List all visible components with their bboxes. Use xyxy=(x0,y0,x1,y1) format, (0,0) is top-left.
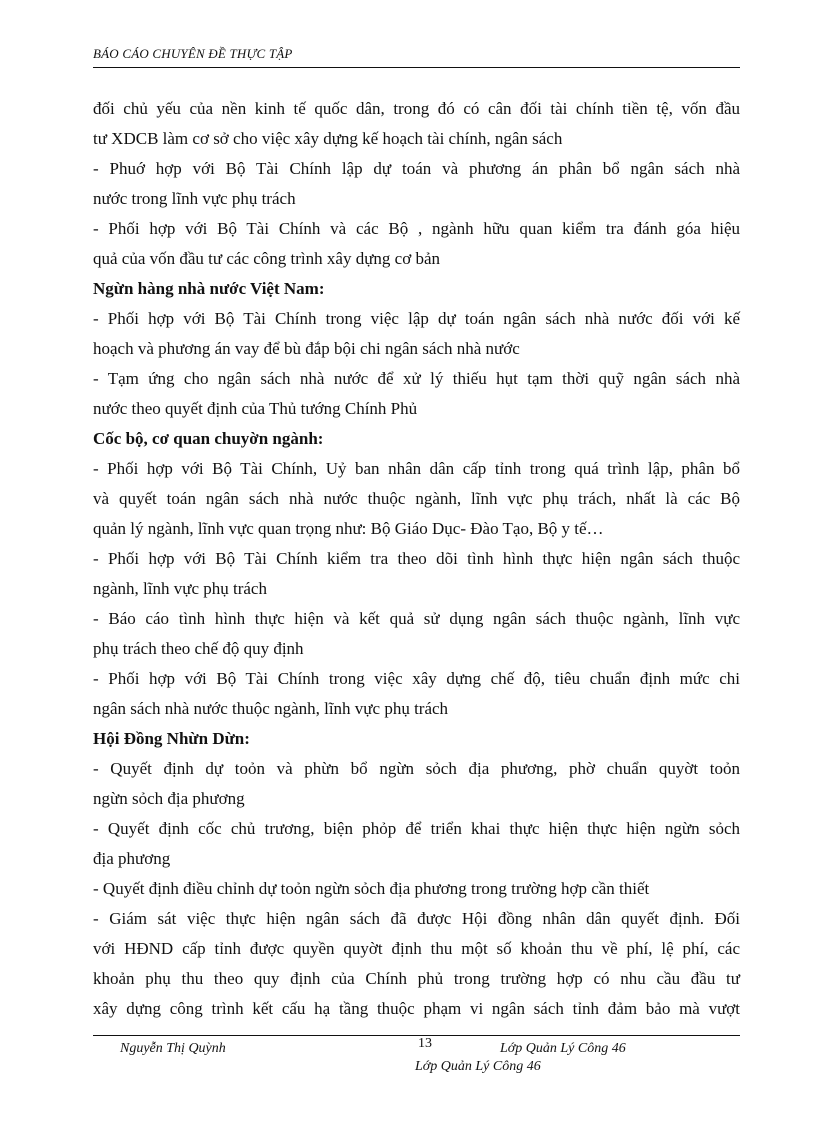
text-line: - Phối hợp với Bộ Tài Chính kiểm tra theo dõi tình hình thực hiện ngân sách thuộc xyxy=(93,549,740,568)
header-rule xyxy=(93,67,740,68)
text-line: - Tạm ứng cho ngân sách nhà nước để xử lý thiếu hụt tạm thời quỹ ngân sách nhà xyxy=(93,369,740,388)
text-line: - Giám sát việc thực hiện ngân sách đã được Hội đồng nhân dân quyết định. Đối xyxy=(93,909,740,928)
document-body xyxy=(93,94,740,1024)
text-line: đối chủ yếu của nền kinh tế quốc dân, trong đó có cân đối tài chính tiền tệ, vốn đầu xyxy=(93,99,740,118)
report-header-title: BÁO CÁO CHUYÊN ĐỀ THỰC TẬP xyxy=(93,46,293,61)
text-line: ngành, lĩnh vực phụ trách xyxy=(93,579,267,598)
text-line: ngừn sỏch địa phương xyxy=(93,789,245,808)
text-line: địa phương xyxy=(93,849,171,868)
section-heading: Cốc bộ, cơ quan chuyờn ngành: xyxy=(93,429,324,448)
text-line: - Báo cáo tình hình thực hiện và kết quả sử dụng ngân sách thuộc ngành, lĩnh vực xyxy=(93,609,740,628)
text-line: khoản phụ thu theo quy định của Chính phủ trong trường hợp có nhu cầu đầu tư xyxy=(93,969,740,988)
text-line: hoạch và phương án vay để bù đắp bội chi ngân sách nhà nước xyxy=(93,339,520,358)
section-heading: Ngừn hàng nhà nước Việt Nam: xyxy=(93,279,325,298)
text-line: nước theo quyết định của Thủ tướng Chính Phủ xyxy=(93,399,418,418)
footer-rule xyxy=(93,1035,740,1036)
text-line: tư XDCB làm cơ sở cho việc xây dựng kế hoạch tài chính, ngân sách xyxy=(93,129,563,148)
text-line: - Phối hợp với Bộ Tài Chính trong việc lập dự toán ngân sách nhà nước đối với kế xyxy=(93,309,740,328)
footer-class-label-secondary: Lớp Quản Lý Công 46 xyxy=(415,1059,541,1074)
section-heading: Hội Đồng Nhừn Dừn: xyxy=(93,729,250,748)
footer-page-number: 13 xyxy=(418,1036,432,1051)
text-line: xây dựng công trình kết cấu hạ tầng thuộc phạm vi ngân sách tỉnh đảm bảo mà vượt xyxy=(93,999,740,1018)
text-line: - Phối hợp với Bộ Tài Chính và các Bộ , ngành hữu quan kiểm tra đánh góa hiệu xyxy=(93,219,740,238)
text-line: ngân sách nhà nước thuộc ngành, lĩnh vực phụ trách xyxy=(93,699,449,718)
text-line: - Phuớ hợp với Bộ Tài Chính lập dự toán và phương án phân bổ ngân sách nhà xyxy=(93,159,740,178)
footer-author: Nguyễn Thị Quỳnh xyxy=(120,1041,226,1056)
text-line: - Quyết định cốc chủ trương, biện phỏp để triển khai thực hiện thực hiện ngừn sỏch xyxy=(93,819,740,838)
text-line: với HĐND cấp tỉnh được quyền quyờt định thu một số khoản thu về phí, lệ phí, các xyxy=(93,939,740,958)
text-line: quả của vốn đầu tư các công trình xây dựng cơ bản xyxy=(93,249,440,268)
text-line: - Quyết định dự toỏn và phừn bổ ngừn sỏch địa phương, phờ chuẩn quyờt toỏn xyxy=(93,759,740,778)
text-line: phụ trách theo chế độ quy định xyxy=(93,639,304,658)
footer-class-label: Lớp Quản Lý Công 46 xyxy=(500,1041,626,1056)
text-line: - Phối hợp với Bộ Tài Chính, Uỷ ban nhân dân cấp tỉnh trong quá trình lập, phân bổ xyxy=(93,459,740,478)
text-line: nước trong lĩnh vực phụ trách xyxy=(93,189,296,208)
text-line: - Phối hợp với Bộ Tài Chính trong việc xây dựng chế độ, tiêu chuẩn định mức chi xyxy=(93,669,740,688)
text-line: - Quyết định điều chỉnh dự toỏn ngừn sỏch địa phương trong trường hợp cần thiết xyxy=(93,879,650,898)
text-line: và quyết toán ngân sách nhà nước thuộc ngành, lĩnh vực phụ trách, nhất là các Bộ xyxy=(93,489,740,508)
text-line: quản lý ngành, lĩnh vực quan trọng như: Bộ Giáo Dục- Đào Tạo, Bộ y tế… xyxy=(93,519,604,538)
